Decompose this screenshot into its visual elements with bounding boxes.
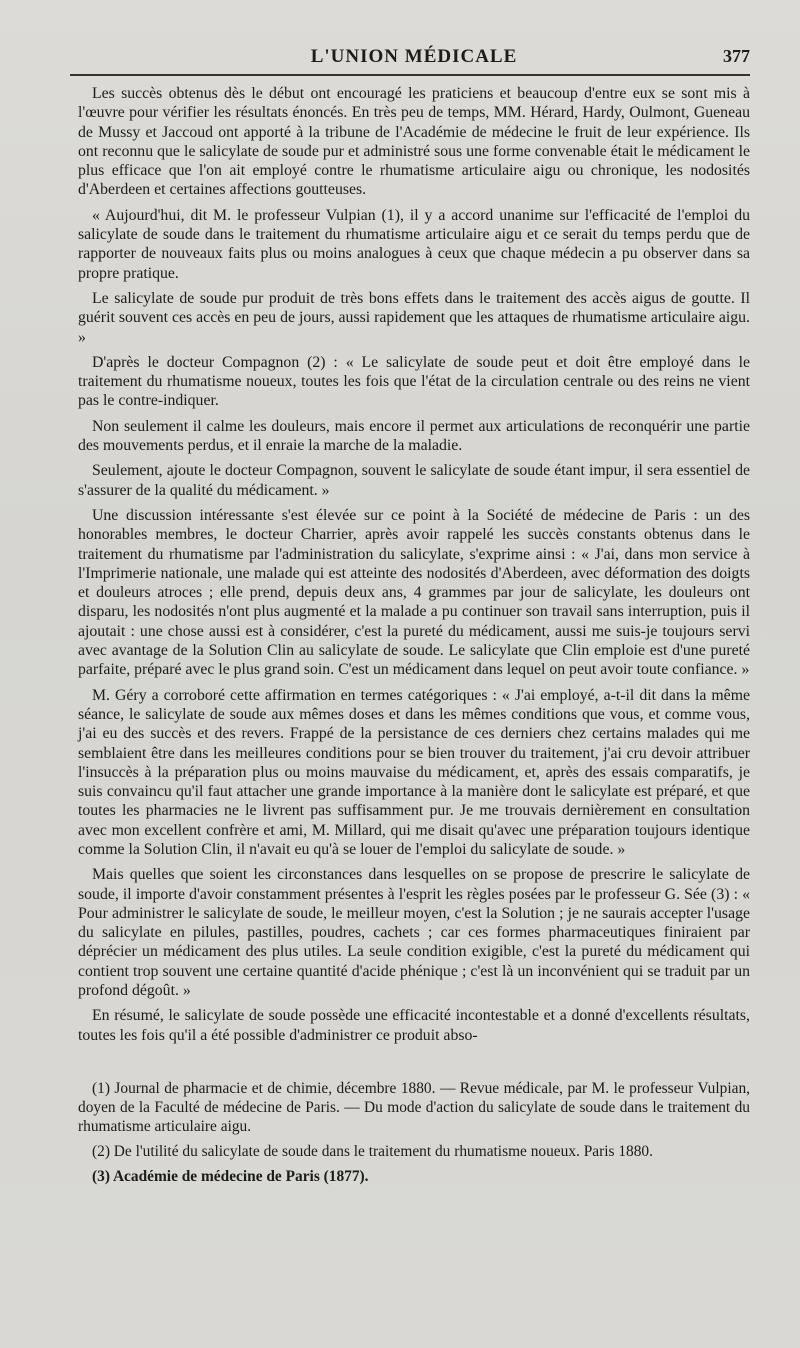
paragraph: Le salicylate de soude pur produit de très bons effets dans le traitement des accès aigus de goutte. Il guérit souvent ces accès en peu de jours, aussi rapidement que les attaques de rhumatisme articulaire aigu. » [78,289,750,346]
header-rule [70,74,750,76]
running-title: L'UNION MÉDICALE [310,46,518,67]
paragraph: Les succès obtenus dès le début ont encouragé les praticiens et beaucoup d'entre eux se sont mis à l'œuvre pour vérifier les résultats énoncés. En très peu de temps, MM. Hérard, Hardy, Oulmont, Gueneau de Mussy et Jaccoud ont apporté à la tribune de l'Académie de médecine le fruit de leur expérience. Ils ont reconnu que le salicylate de soude pur et administré sous une forme convenable était le médicament le plus efficace que l'on ait employé contre le rhumatisme articulaire aigu ou chronique, les nodosités d'Aberdeen et certaines affections goutteuses. [78,85,750,199]
footnotes [78,1079,750,1186]
paragraph: Une discussion intéressante s'est élevée sur ce point à la Société de médecine de Paris : un des honorables membres, le docteur Charrier, après avoir rappelé les succès constants obtenus dans le traitement du rhumatisme par l'administration du salicylate, s'exprime ainsi : « J'ai, dans mon service à l'Imprimerie nationale, une malade qui est atteinte des nodosités d'Aberdeen, avec déformation des doigts et douleurs atroces ; elle prend, depuis deux ans, 4 grammes par jour de salicylate, les douleurs ont disparu, les nodosités n'ont plus augmenté et la malade a pu continuer son travail sans interruption, puis il ajoutait : une chose aussi est à considérer, c'est la pureté du médicament, aussi me suis-je toujours servi avec avantage de la Solution Clin au salicylate de soude. Le salicylate que Clin emploie est d'une pureté parfaite, préparé avec le plus grand soin. C'est un médicament dans lequel on peut avoir toute confiance. » [78,506,750,679]
footnote: (2) De l'utilité du salicylate de soude dans le traitement du rhumatisme noueux. Paris 1880. [92,1142,653,1160]
footnote: (1) Journal de pharmacie et de chimie, décembre 1880. — Revue médicale, par M. le professeur Vulpian, doyen de la Faculté de médecine de Paris. — Du mode d'action du salicylate de soude dans le traitement du rhumatisme articulaire aigu. [78,1079,750,1135]
paragraph: Non seulement il calme les douleurs, mais encore il permet aux articulations de reconquérir une partie des mouvements perdus, et il enraie la marche de la maladie. [78,417,750,455]
paragraph: M. Géry a corroboré cette affirmation en termes catégoriques : « J'ai employé, a-t-il dit dans la même séance, le salicylate de soude aux mêmes doses et dans les mêmes conditions que vous, et comme vous, j'ai eu des succès et des revers. Frappé de la persistance de ces derniers chez certains malades qui me semblaient être dans les meilleures conditions pour se bien trouver du traitement, j'ai cru devoir attribuer l'insuccès à la préparation plus ou moins mauvaise du médicament, et, après des essais comparatifs, je suis convaincu qu'il faut attacher une grande importance à la manière dont le salicylate est préparé, et que toutes les pharmacies ne le livrent pas suffisamment pur. Je me trouvais dernièrement en consultation avec mon excellent confrère et ami, M. Millard, qui me disait qu'avec une préparation toujours identique comme la Solution Clin, il n'avait eu qu'à se louer de l'emploi du salicylate de soude. » [78,686,750,858]
paragraph: D'après le docteur Compagnon (2) : « Le salicylate de soude peut et doit être employé dans le traitement du rhumatisme noueux, toutes les fois que l'état de la circulation centrale ou des reins ne vient pas le contre-indiquer. [78,353,750,410]
paragraph: Mais quelles que soient les circonstances dans lesquelles on se propose de prescrire le salicylate de soude, il importe d'avoir constamment présentes à l'esprit les règles posées par le professeur G. Sée (3) : « Pour administrer le salicylate de soude, le meilleur moyen, c'est la Solution ; je ne saurais accepter l'usage du salicylate en pilules, pastilles, poudres, cachets ; car ces formes pharmaceutiques finiraient par déprécier un médicament des plus utiles. La seule condition exigible, c'est la pureté du médicament qui contient trop souvent une certaine quantité d'acide phénique ; c'est là un inconvénient qui se traduit par un profond dégoût. » [78,866,750,1000]
paragraph: Seulement, ajoute le docteur Compagnon, souvent le salicylate de soude étant impur, il sera essentiel de s'assurer de la qualité du médicament. » [78,462,750,499]
page-number: 377 [723,46,750,66]
paragraph: « Aujourd'hui, dit M. le professeur Vulpian (1), il y a accord unanime sur l'efficacité de l'emploi du salicylate de soude dans le traitement du rhumatisme articulaire aigu et ce serait du temps perdu que de rapporter de nouveaux faits plus ou moins analogues à ceux que chaque médecin a pu observer dans sa propre pratique. [78,206,750,282]
paragraph: En résumé, le salicylate de soude possède une efficacité incontestable et a donné d'excellents résultats, toutes les fois qu'il a été possible d'administrer ce produit abso- [78,1007,750,1044]
page-header [78,40,750,74]
footnote: (3) Académie de médecine de Paris (1877). [92,1167,369,1185]
article-body [78,84,750,1045]
